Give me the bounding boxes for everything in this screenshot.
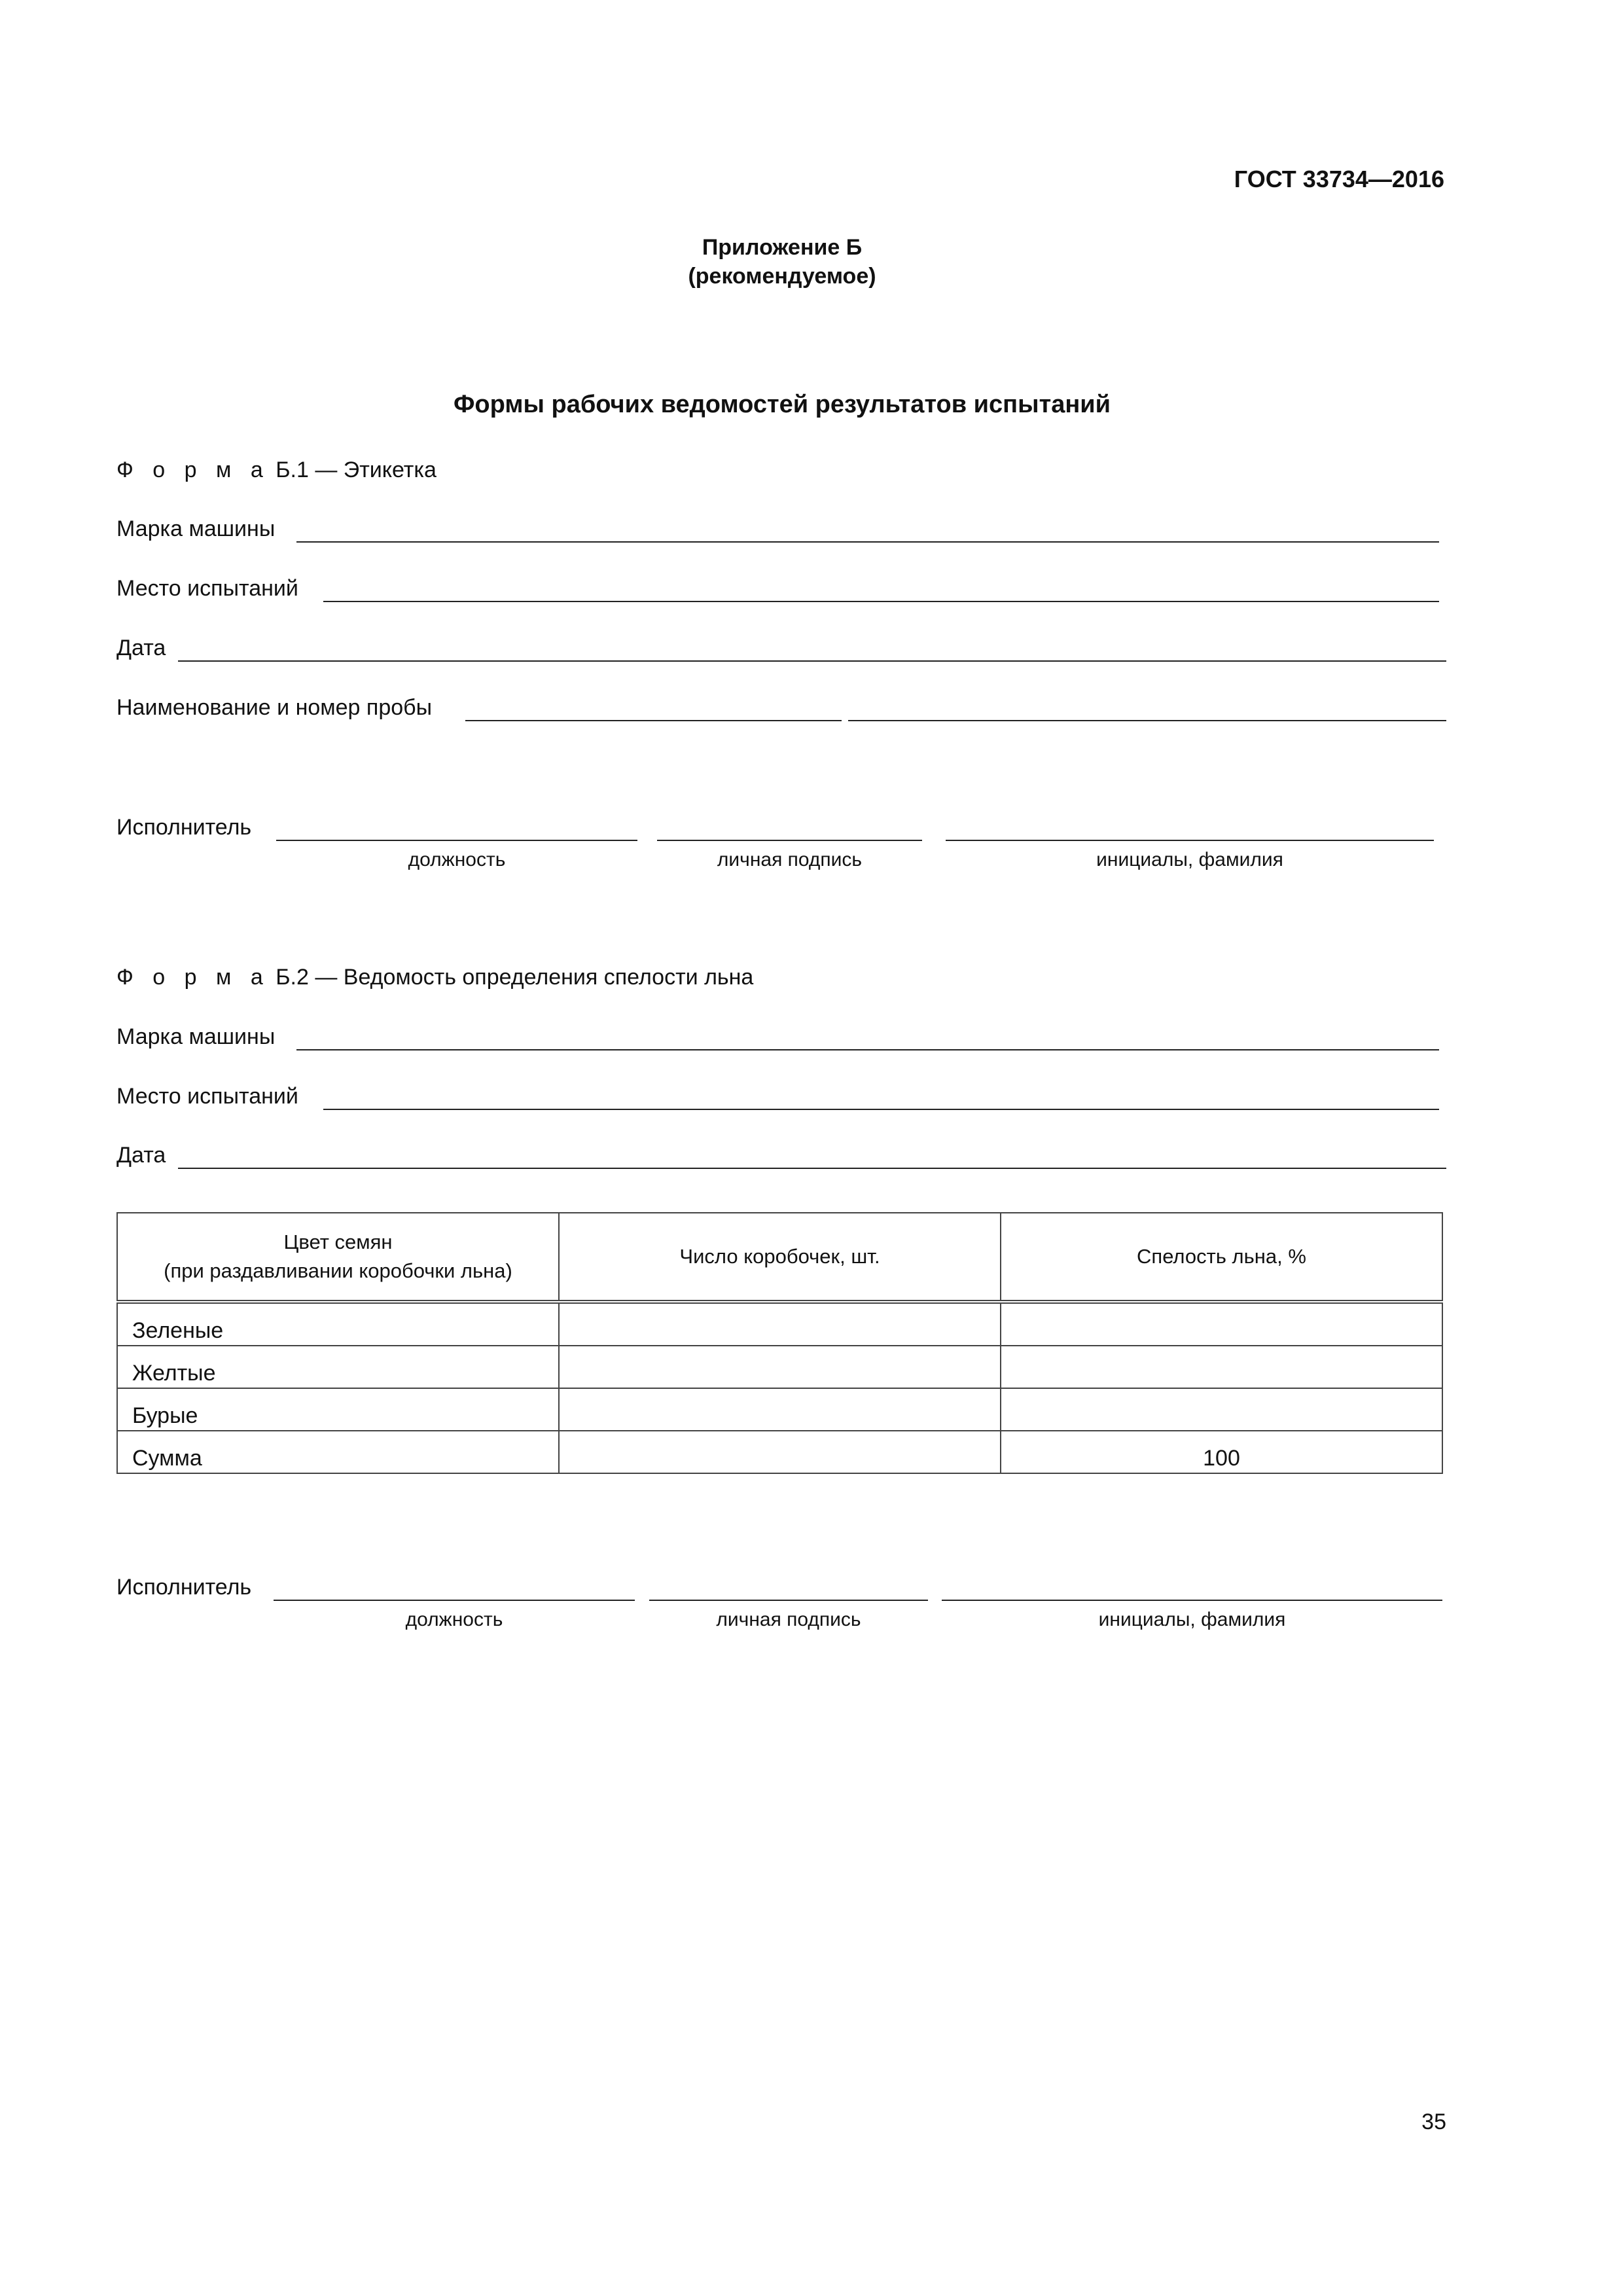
table-row bbox=[117, 1431, 1442, 1473]
row-ripeness-cell[interactable] bbox=[1001, 1388, 1442, 1431]
form1-heading bbox=[116, 457, 437, 483]
row-color-cell: Бурые bbox=[117, 1388, 559, 1431]
form2-heading-prefix: Ф о р м а bbox=[116, 965, 270, 990]
column-header-seed-color bbox=[117, 1213, 559, 1302]
table-row bbox=[117, 1302, 1442, 1346]
form2-executor-position-field[interactable] bbox=[274, 1600, 635, 1601]
form1-signature-caption: личная подпись bbox=[717, 849, 863, 870]
form1-date-field[interactable] bbox=[178, 660, 1446, 662]
row-count-cell[interactable] bbox=[559, 1388, 1001, 1431]
page-title: Формы рабочих ведомостей результатов испытаний bbox=[454, 391, 1111, 418]
form1-brand-field[interactable] bbox=[296, 541, 1439, 543]
table-header-row bbox=[117, 1213, 1442, 1302]
column-header-seed-color-line1: Цвет семян bbox=[283, 1230, 393, 1253]
form2-brand-label: Марка машины bbox=[116, 1024, 276, 1049]
page-number: 35 bbox=[1421, 2109, 1446, 2134]
form2-executor-signature-field[interactable] bbox=[649, 1600, 928, 1601]
form2-place-label: Место испытаний bbox=[116, 1084, 298, 1109]
form1-executor-signature-field[interactable] bbox=[657, 840, 922, 841]
table-row bbox=[117, 1388, 1442, 1431]
form1-sample-field[interactable] bbox=[465, 720, 842, 721]
row-ripeness-cell[interactable]: 100 bbox=[1001, 1431, 1442, 1473]
ripeness-table bbox=[116, 1212, 1443, 1474]
form2-signature-caption: личная подпись bbox=[716, 1609, 861, 1630]
row-count-cell[interactable] bbox=[559, 1346, 1001, 1388]
form1-heading-text: Б.1 — Этикетка bbox=[276, 457, 437, 482]
form2-date-label: Дата bbox=[116, 1143, 166, 1168]
form2-heading-text: Б.2 — Ведомость определения спелости льна bbox=[276, 965, 754, 990]
form1-sample-field-extra[interactable] bbox=[848, 720, 1446, 721]
form2-name-caption: инициалы, фамилия bbox=[1098, 1609, 1286, 1630]
form2-date-field[interactable] bbox=[178, 1168, 1446, 1169]
form2-position-caption: должность bbox=[405, 1609, 503, 1630]
table-row bbox=[117, 1346, 1442, 1388]
column-header-ripeness: Спелость льна, % bbox=[1001, 1213, 1442, 1302]
form1-place-label: Место испытаний bbox=[116, 576, 298, 601]
form1-executor-position-field[interactable] bbox=[276, 840, 637, 841]
row-count-cell[interactable] bbox=[559, 1431, 1001, 1473]
form1-name-caption: инициалы, фамилия bbox=[1096, 849, 1283, 870]
form2-heading bbox=[116, 964, 753, 990]
row-color-cell: Сумма bbox=[117, 1431, 559, 1473]
column-header-count: Число коробочек, шт. bbox=[559, 1213, 1001, 1302]
form2-executor-name-field[interactable] bbox=[942, 1600, 1442, 1601]
form2-brand-field[interactable] bbox=[296, 1049, 1439, 1050]
form2-executor-label: Исполнитель bbox=[116, 1575, 252, 1600]
form2-place-field[interactable] bbox=[323, 1109, 1439, 1110]
row-ripeness-cell[interactable] bbox=[1001, 1302, 1442, 1346]
column-header-seed-color-line2: (при раздавливании коробочки льна) bbox=[164, 1259, 512, 1282]
form1-executor-name-field[interactable] bbox=[946, 840, 1434, 841]
form1-sample-label: Наименование и номер пробы bbox=[116, 695, 433, 720]
appendix-note: (рекомендуемое) bbox=[688, 264, 876, 289]
row-color-cell: Желтые bbox=[117, 1346, 559, 1388]
row-color-cell: Зеленые bbox=[117, 1302, 559, 1346]
form1-place-field[interactable] bbox=[323, 601, 1439, 602]
form1-date-label: Дата bbox=[116, 636, 166, 660]
row-count-cell[interactable] bbox=[559, 1302, 1001, 1346]
form1-brand-label: Марка машины bbox=[116, 516, 276, 541]
appendix-label: Приложение Б bbox=[702, 235, 863, 260]
row-ripeness-cell[interactable] bbox=[1001, 1346, 1442, 1388]
form1-position-caption: должность bbox=[408, 849, 506, 870]
standard-number: ГОСТ 33734—2016 bbox=[1234, 166, 1444, 192]
form1-heading-prefix: Ф о р м а bbox=[116, 457, 270, 482]
form1-executor-label: Исполнитель bbox=[116, 815, 252, 840]
